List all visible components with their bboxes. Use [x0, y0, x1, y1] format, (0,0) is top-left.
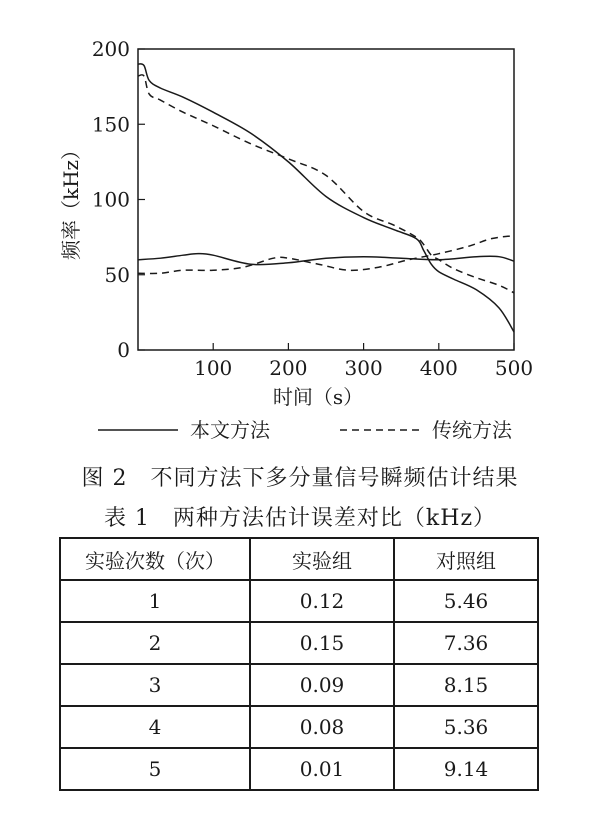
- table-cell: 0.01: [250, 748, 394, 790]
- error-comparison-table: [59, 537, 539, 791]
- table-cell: 2: [60, 622, 250, 664]
- table-caption: 表 1 两种方法估计误差对比（kHz）: [103, 506, 497, 531]
- y-tick-label: 50: [104, 262, 130, 287]
- legend-label-solid: 本文方法: [190, 418, 270, 442]
- table-row: [60, 748, 538, 790]
- table-cell: 5.46: [394, 580, 538, 622]
- x-tick-label: 400: [419, 356, 458, 380]
- plot-frame: [138, 49, 514, 350]
- y-tick-label: 200: [91, 37, 130, 61]
- legend: [98, 418, 513, 442]
- table-cell: 0.09: [250, 664, 394, 706]
- table-cell: 4: [60, 706, 250, 748]
- x-tick-label: 500: [494, 356, 534, 380]
- table-cell: 0.12: [250, 580, 394, 622]
- header-control-group: 对照组: [394, 538, 538, 580]
- table-cell: 5.36: [394, 706, 538, 748]
- table-cell: 8.15: [394, 664, 538, 706]
- series-line-3: [138, 254, 514, 265]
- y-tick-label: 0: [117, 338, 130, 362]
- table-cell: 3: [60, 664, 250, 706]
- x-axis-label: 时间（s）: [272, 385, 364, 409]
- series-line-2: [138, 75, 514, 293]
- table-row: [60, 622, 538, 664]
- legend-label-dashed: 传统方法: [432, 418, 512, 442]
- table-row: [60, 580, 538, 622]
- table-cell: 0.08: [250, 706, 394, 748]
- table-row: [60, 706, 538, 748]
- header-experiment-group: 实验组: [250, 538, 394, 580]
- table-cell: 9.14: [394, 748, 538, 790]
- x-tick-label: 100: [194, 356, 233, 380]
- y-tick-label: 100: [91, 187, 130, 212]
- table-cell: 7.36: [394, 622, 538, 664]
- x-tick-label: 200: [269, 356, 308, 380]
- table-row: [60, 664, 538, 706]
- series-line-1: [138, 64, 514, 332]
- figure-caption: 图 2 不同方法下多分量信号瞬频估计结果: [81, 466, 519, 491]
- table-cell: 1: [60, 580, 250, 622]
- table-header-row: [60, 538, 538, 580]
- y-tick-label: 150: [91, 112, 130, 137]
- x-tick-label: 300: [344, 356, 383, 380]
- table-cell: 5: [60, 748, 250, 790]
- header-trial-count: 实验次数（次）: [60, 538, 250, 580]
- y-axis-label: 频率（kHz）: [59, 139, 83, 261]
- table-cell: 0.15: [250, 622, 394, 664]
